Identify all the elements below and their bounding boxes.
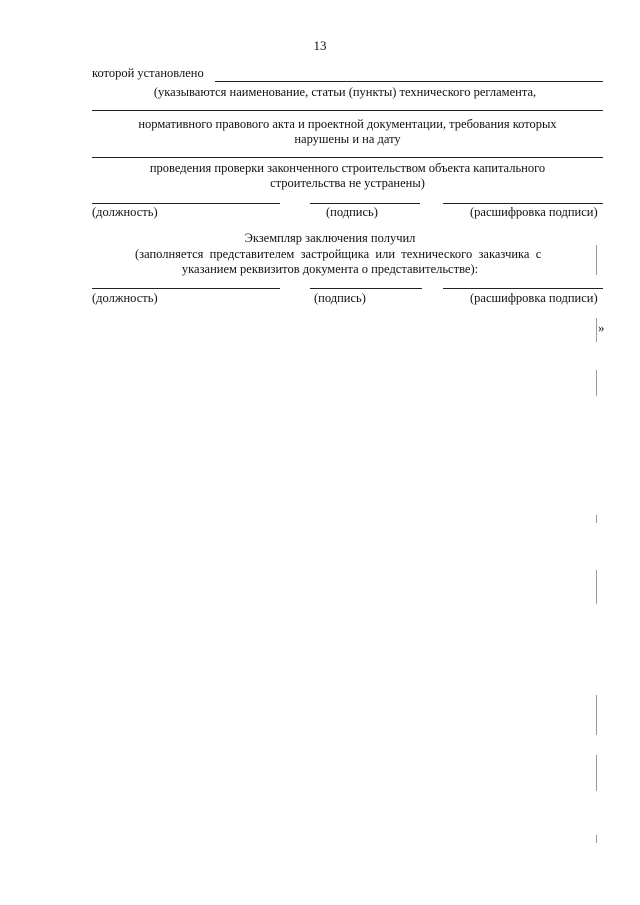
position-label-1: (должность) xyxy=(92,205,158,219)
decoding-line-1 xyxy=(443,203,603,204)
signature-line-2 xyxy=(310,288,422,289)
scan-mark xyxy=(596,370,597,396)
decoding-label-2: (расшифровка подписи) xyxy=(470,291,598,305)
position-line-1 xyxy=(92,203,280,204)
position-label-2: (должность) xyxy=(92,291,158,305)
closing-quote-mark: » xyxy=(598,320,605,335)
note-violated-date: нарушены и на дату xyxy=(294,132,401,146)
scan-mark xyxy=(596,245,597,275)
fill-line-2 xyxy=(92,110,603,111)
decoding-label-1: (расшифровка подписи) xyxy=(470,205,598,219)
note-normative-act: нормативного правового акта и проектной документации, требования которых xyxy=(138,117,557,131)
intro-label: которой установлено xyxy=(92,66,204,80)
note-inspection: проведения проверки законченного строительством объекта капитального xyxy=(149,161,546,175)
page-number: 13 xyxy=(313,38,327,53)
signature-line-1 xyxy=(310,203,420,204)
signature-label-2: (подпись) xyxy=(314,291,366,305)
scan-mark xyxy=(596,755,597,791)
receipt-title: Экземпляр заключения получил xyxy=(244,231,416,245)
position-line-2 xyxy=(92,288,280,289)
intro-fill-line xyxy=(215,81,603,82)
scan-mark xyxy=(596,835,597,843)
scan-mark xyxy=(596,695,597,735)
decoding-line-2 xyxy=(443,288,603,289)
fill-line-3 xyxy=(92,157,603,158)
signature-label-1: (подпись) xyxy=(326,205,378,219)
scan-mark xyxy=(596,570,597,604)
receipt-note-line1: (заполняется представителем застройщика или технического заказчика с xyxy=(135,247,542,261)
scan-mark xyxy=(596,318,597,342)
receipt-note-line2: указанием реквизитов документа о представительстве): xyxy=(181,262,479,276)
note-not-eliminated: строительства не устранены) xyxy=(270,176,425,190)
scan-mark xyxy=(596,515,597,523)
note-regulation: (указываются наименование, статьи (пункты) технического регламента, xyxy=(153,85,537,99)
